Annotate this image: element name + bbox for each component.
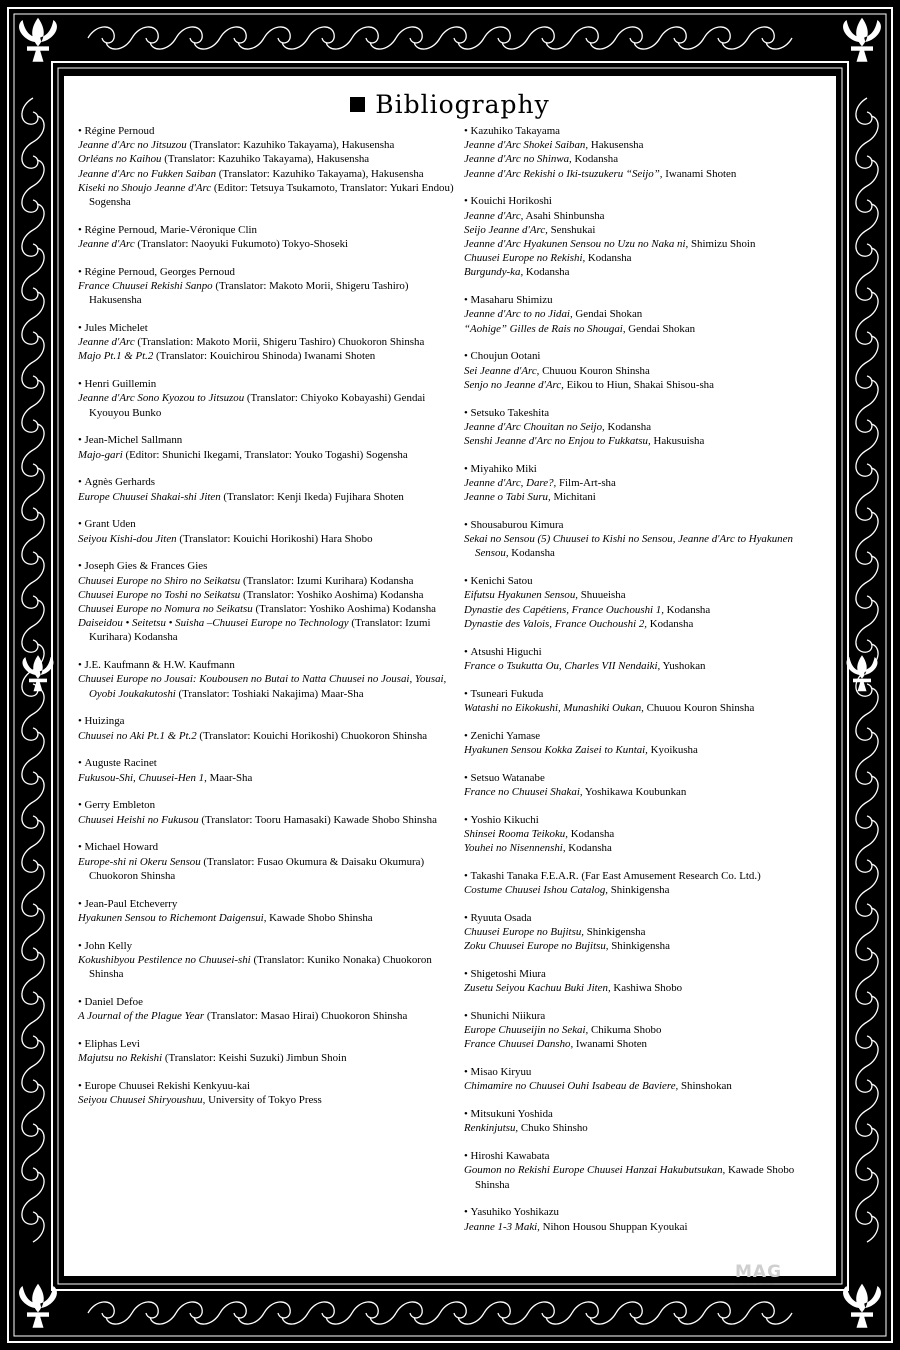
book-details: (Translator: Keishi Suzuki) Jimbun Shoin <box>162 1052 347 1065</box>
book-title: Jeanne d'Arc no Fukken Saiban <box>78 167 217 180</box>
book-details: Iwanami Shoten <box>662 167 737 180</box>
book-reference <box>464 841 824 855</box>
author-name: • Grant Uden <box>78 517 454 531</box>
author-name: • Yoshio Kikuchi <box>464 813 824 827</box>
book-title: Seiyou Chuusei Shiryoushuu, <box>78 1094 206 1107</box>
author-name: • Shousaburou Kimura <box>464 518 824 532</box>
book-reference <box>464 420 824 434</box>
book-title: Majo Pt.1 & Pt.2 <box>78 350 154 363</box>
author-name: • Michael Howard <box>78 840 454 854</box>
bibliography-entry <box>464 462 824 505</box>
book-reference <box>78 532 454 546</box>
book-details: Michitani <box>550 491 596 504</box>
book-details: Kodansha <box>565 842 612 855</box>
author-name: • Daniel Defoe <box>78 995 454 1009</box>
book-details: Gendai Shokan <box>625 322 696 335</box>
book-reference <box>78 574 454 588</box>
book-reference <box>78 279 454 307</box>
book-reference <box>464 701 824 715</box>
book-title: Seijo Jeanne d'Arc, <box>464 223 548 236</box>
book-details: (Translator: Masao Hirai) Chuokoron Shinsha <box>204 1010 408 1023</box>
book-title: Sei Jeanne d'Arc, <box>464 364 540 377</box>
bibliography-entry <box>464 1205 824 1233</box>
book-title: Fukusou-Shi, Chuusei-Hen 1 <box>78 771 205 784</box>
book-details: Kodansha <box>663 603 711 616</box>
book-title: Europe Chuusei Shakai-shi Jiten <box>78 490 221 503</box>
author-name: • Régine Pernoud <box>78 124 454 138</box>
book-title: Chuusei Europe no Jousai: Koubousen no Butai to Natta Chuusei no Jousai, Yousai, Oyobi Joukakutoshi <box>78 673 447 700</box>
bibliography-entry <box>464 1107 824 1135</box>
author-name: • Tsuneari Fukuda <box>464 687 824 701</box>
bibliography-entry <box>78 658 454 701</box>
bibliography-entry <box>464 645 824 673</box>
book-details: Kodansha <box>567 827 615 840</box>
bibliography-entry <box>78 223 454 251</box>
book-details: Gendai Shokan <box>572 308 643 321</box>
book-details: Kodansha <box>647 617 694 630</box>
book-reference <box>78 729 454 743</box>
book-details: (Translator: Izumi Kurihara) Kodansha <box>240 574 414 587</box>
bibliography-entry <box>464 1009 824 1052</box>
bibliography-entry <box>78 321 454 364</box>
author-name: • Jean-Paul Etcheverry <box>78 897 454 911</box>
author-name: • Eliphas Levi <box>78 1037 454 1051</box>
book-title: Kiseki no Shoujo Jeanne d'Arc <box>78 181 212 194</box>
bibliography-entry <box>78 995 454 1023</box>
book-reference <box>78 181 454 209</box>
book-title: Jeanne d'Arc Hyakunen Sensou no Uzu no Naka ni, <box>464 238 689 251</box>
author-name: • Gerry Embleton <box>78 798 454 812</box>
author-name: • Auguste Racinet <box>78 756 454 770</box>
book-details: (Translator: Yoshiko Aoshima) Kodansha <box>240 588 424 601</box>
author-name: • Masaharu Shimizu <box>464 293 824 307</box>
book-reference <box>78 490 454 504</box>
bibliography-page <box>64 76 836 1276</box>
bibliography-entry <box>78 840 454 883</box>
book-title: Sekai no Sensou (5) Chuusei to Kishi no Sensou, Jeanne d'Arc to Hyakunen Sensou, <box>464 533 793 560</box>
book-details: Chuuou Kouron Shinsha <box>539 364 650 377</box>
book-title: Goumon no Rekishi Europe Chuusei Hanzai Hakubutsukan, <box>464 1164 726 1177</box>
book-title: Eifutsu Hyakunen Sensou, <box>464 589 579 602</box>
book-title: Jeanne o Tabi Suru, <box>464 491 551 504</box>
bibliography-entry <box>78 517 454 545</box>
book-details: Chuuou Kouron Shinsha <box>643 701 755 714</box>
author-name: • Kouichi Horikoshi <box>464 194 824 208</box>
book-title: Europe-shi ni Okeru Sensou <box>78 855 201 868</box>
book-title: Dynastie des Valois, France Ouchoushi 2, <box>464 617 647 630</box>
book-details: (Translator: Izumi Kurihara) Kodansha <box>89 617 431 644</box>
book-reference <box>464 322 824 336</box>
book-reference <box>78 771 454 785</box>
book-reference <box>464 167 824 181</box>
bibliography-entry <box>464 771 824 799</box>
author-name: • Atsushi Higuchi <box>464 645 824 659</box>
book-details: Senshukai <box>547 223 596 236</box>
author-name: • John Kelly <box>78 939 454 953</box>
bibliography-entry <box>464 813 824 856</box>
author-name: • Takashi Tanaka F.E.A.R. (Far East Amusement Research Co. Ltd.) <box>464 869 824 883</box>
book-reference <box>464 785 824 799</box>
book-reference <box>464 1079 824 1093</box>
author-name: • Ryuuta Osada <box>464 911 824 925</box>
author-name: • Choujun Ootani <box>464 349 824 363</box>
author-name: • Hiroshi Kawabata <box>464 1149 824 1163</box>
title-square-icon <box>350 97 365 112</box>
author-name: • Jean-Michel Sallmann <box>78 433 454 447</box>
book-details: Chikuma Shobo <box>588 1024 662 1037</box>
author-name: • Europe Chuusei Rekishi Kenkyuu-kai <box>78 1079 454 1093</box>
book-reference <box>78 448 454 462</box>
author-name: • Kenichi Satou <box>464 574 824 588</box>
book-details: (Translator: Kuniko Nonaka) Chuokoron Shinsha <box>89 953 432 981</box>
book-title: “Aohige” Gilles de Rais no Shougai, <box>464 322 626 335</box>
author-name: • J.E. Kaufmann & H.W. Kaufmann <box>78 658 454 672</box>
author-name: • Shunichi Niikura <box>464 1009 824 1023</box>
bibliography-entry <box>464 729 824 757</box>
bibliography-entry <box>464 194 824 279</box>
book-reference <box>464 223 824 237</box>
book-reference <box>464 743 824 757</box>
bibliography-entry <box>78 475 454 503</box>
book-reference <box>464 378 824 392</box>
book-details: Kodansha <box>604 420 652 433</box>
book-reference <box>78 855 454 883</box>
book-reference <box>78 1051 454 1065</box>
bibliography-entry <box>464 574 824 631</box>
book-title: France Chuusei Dansho, <box>464 1038 574 1051</box>
book-title: Zoku Chuusei Europe no Bujitsu, <box>464 940 609 953</box>
book-title: Renkinjutsu, <box>464 1122 519 1135</box>
book-title: Chuusei Heishi no Fukusou <box>78 813 199 826</box>
book-title: A Journal of the Plague Year <box>78 1010 205 1023</box>
book-details: (Translator: Fusao Okumura & Daisaku Okumura) Chuokoron Shinsha <box>89 855 425 882</box>
book-details: Nihon Housou Shuppan Kyoukai <box>539 1220 688 1233</box>
book-details: Kashiwa Shobo <box>610 982 683 995</box>
bibliography-entry <box>464 967 824 995</box>
book-reference <box>78 672 454 700</box>
book-details: Shuueisha <box>578 589 626 602</box>
book-reference <box>464 152 824 166</box>
bibliography-entry <box>464 349 824 392</box>
book-reference <box>464 138 824 152</box>
book-reference <box>78 349 454 363</box>
book-title: Zusetu Seiyou Kachuu Buki Jiten, <box>464 982 611 995</box>
book-title: Chuusei Europe no Shiro no Seikatsu <box>78 574 241 587</box>
book-title: Senshi Jeanne d'Arc no Enjou to Fukkatsu, <box>464 435 651 448</box>
book-reference <box>78 167 454 181</box>
book-details: Yoshikawa Koubunkan <box>582 785 687 798</box>
book-reference <box>464 939 824 953</box>
author-name: • Miyahiko Miki <box>464 462 824 476</box>
book-details: (Translator: Kenji Ikeda) Fujihara Shoten <box>220 490 404 503</box>
book-reference <box>464 209 824 223</box>
bibliography-entry <box>78 265 454 308</box>
book-details: (Translator: Kouichi Horikoshi) Hara Shobo <box>176 532 373 545</box>
book-reference <box>78 1009 454 1023</box>
book-details: Shinkigensha <box>584 926 646 939</box>
book-details: (Translation: Makoto Morii, Shigeru Tashiro) Chuokoron Shinsha <box>134 336 425 349</box>
bibliography-entry <box>78 798 454 826</box>
book-details: (Translator: Makoto Morii, Shigeru Tashiro) Hakusensha <box>89 280 409 307</box>
book-details: Eikou to Hiun, Shakai Shisou-sha <box>563 378 714 391</box>
book-reference <box>78 152 454 166</box>
book-title: Dynastie des Capétiens, France Ouchoushi 1, <box>464 603 664 616</box>
book-details: (Editor: Shunichi Ikegami, Translator: Youko Togashi) Sogensha <box>122 448 408 461</box>
book-reference <box>464 1037 824 1051</box>
book-details: Yushokan <box>660 659 706 672</box>
book-details: Film-Art-sha <box>556 477 616 490</box>
book-title: Majo-gari <box>78 448 123 461</box>
book-details: (Translator: Kazuhiko Takayama), Hakusensha <box>186 139 395 152</box>
bibliography-entry <box>464 293 824 336</box>
bibliography-entry <box>464 406 824 449</box>
book-title: Jeanne d'Arc no Jitsuzou <box>78 139 187 152</box>
book-reference <box>78 1093 454 1107</box>
bibliography-entry <box>464 869 824 897</box>
bibliography-entry <box>78 939 454 982</box>
book-reference <box>78 602 454 616</box>
book-details: Kodansha <box>585 252 632 265</box>
book-details: (Translator: Kazuhiko Takayama), Hakusensha <box>216 167 424 180</box>
book-title: Chimamire no Chuusei Ouhi Isabeau de Baviere, <box>464 1080 679 1093</box>
book-reference <box>464 1121 824 1135</box>
book-details: (Translator: Naoyuki Fukumoto) Tokyo-Shoseki <box>134 238 349 251</box>
book-title: Seiyou Kishi-dou Jiten <box>78 532 177 545</box>
bibliography-entry <box>78 433 454 461</box>
book-title: Chuusei Europe no Rekishi, <box>464 252 586 265</box>
book-reference <box>464 981 824 995</box>
book-reference <box>464 603 824 617</box>
bibliography-column-left <box>78 124 454 1121</box>
book-details: Hakusuisha <box>650 435 705 448</box>
book-title: Jeanne 1-3 Maki, <box>464 1220 540 1233</box>
book-details: Iwanami Shoten <box>573 1038 648 1051</box>
book-reference <box>464 251 824 265</box>
book-details: (Editor: Tetsuya Tsukamoto, Translator: Yukari Endou) Sogensha <box>89 181 454 209</box>
author-name: • Régine Pernoud, Marie-Véronique Clin <box>78 223 454 237</box>
book-reference <box>78 138 454 152</box>
book-details: Kodansha <box>523 266 570 279</box>
book-details: (Translator: Toshiaki Nakajima) Maar-Sha <box>175 687 364 700</box>
book-title: Chuusei Europe no Bujitsu, <box>464 926 584 939</box>
book-reference <box>464 434 824 448</box>
book-reference <box>464 827 824 841</box>
book-title: France Chuusei Rekishi Sanpo <box>78 280 213 293</box>
bibliography-entry <box>464 1149 824 1192</box>
book-title: Daiseidou • Seitetsu • Suisha –Chuusei Europe no Technology <box>78 617 349 630</box>
book-details: Chuko Shinsho <box>518 1122 588 1135</box>
bibliography-entry <box>78 897 454 925</box>
book-title: Jeanne d'Arc Shokei Saiban, <box>464 139 589 152</box>
book-title: Chuusei Europe no Nomura no Seikatsu <box>78 603 253 616</box>
book-title: Jeanne d'Arc to no Jidai, <box>464 308 573 321</box>
author-name: • Joseph Gies & Frances Gies <box>78 559 454 573</box>
book-title: Chuusei Europe no Toshi no Seikatsu <box>78 588 241 601</box>
book-title: Hyakunen Sensou Kokka Zaisei to Kuntai, <box>464 743 648 756</box>
book-reference <box>78 391 454 419</box>
book-details: Shinkigensha <box>608 884 670 897</box>
author-name: • Huizinga <box>78 714 454 728</box>
book-details: Asahi Shinbunsha <box>523 209 605 222</box>
book-reference <box>464 883 824 897</box>
author-name: • Régine Pernoud, Georges Pernoud <box>78 265 454 279</box>
book-reference <box>78 588 454 602</box>
book-reference <box>78 335 454 349</box>
book-title: Jeanne d'Arc, <box>464 209 524 222</box>
book-details: University of Tokyo Press <box>205 1094 322 1107</box>
bibliography-entry <box>78 714 454 742</box>
bibliography-entry <box>464 124 824 181</box>
book-reference <box>78 237 454 251</box>
book-reference <box>464 265 824 279</box>
bibliography-entry <box>78 377 454 420</box>
bibliography-entry <box>464 911 824 954</box>
book-reference <box>464 237 824 251</box>
book-details: (Translator: Yoshiko Aoshima) Kodansha <box>252 603 436 616</box>
book-reference <box>464 1220 824 1234</box>
book-title: Jeanne d'Arc, Dare?, <box>464 477 557 490</box>
book-title: Costume Chuusei Ishou Catalog, <box>464 884 609 897</box>
book-reference <box>78 813 454 827</box>
author-name: • Kazuhiko Takayama <box>464 124 824 138</box>
book-details: (Translator: Kouichi Horikoshi) Chuokoron Shinsha <box>196 729 428 742</box>
book-title: Jeanne d'Arc <box>78 336 135 349</box>
book-title: Orléans no Kaihou <box>78 153 162 166</box>
bibliography-entry <box>78 756 454 784</box>
book-details: Shimizu Shoin <box>688 238 756 251</box>
book-reference <box>464 490 824 504</box>
bibliography-entry <box>464 518 824 561</box>
bibliography-entry <box>464 687 824 715</box>
book-reference <box>464 1023 824 1037</box>
book-details: Kodansha <box>571 153 619 166</box>
bibliography-column-right <box>464 124 824 1247</box>
watermark-logo: MAG ────── <box>735 1262 783 1289</box>
book-title: Jeanne d'Arc Rekishi o Iki-tsuzukeru “Seijo”, <box>464 167 663 180</box>
book-title: Europe Chuuseijin no Sekai, <box>464 1024 589 1037</box>
book-title: France no Chuusei Shakai, <box>464 785 583 798</box>
bibliography-entry <box>464 1065 824 1093</box>
book-details: (Translator: Tooru Hamasaki) Kawade Shobo Shinsha <box>198 813 437 826</box>
book-title: Shinsei Rooma Teikoku, <box>464 827 568 840</box>
author-name: • Setsuko Takeshita <box>464 406 824 420</box>
page-title: Bibliography <box>64 90 836 119</box>
book-title: Hyakunen Sensou to Richemont Daigensui <box>78 911 264 924</box>
author-name: • Jules Michelet <box>78 321 454 335</box>
author-name: • Misao Kiryuu <box>464 1065 824 1079</box>
book-title: Burgundy-ka, <box>464 266 524 279</box>
bibliography-entry <box>78 1079 454 1107</box>
bibliography-entry <box>78 1037 454 1065</box>
book-title: Watashi no Eikokushi, Munashiki Oukan, <box>464 701 644 714</box>
book-details: Kyoikusha <box>647 743 698 756</box>
book-details: Hakusensha <box>588 139 644 152</box>
book-reference <box>464 364 824 378</box>
book-reference <box>464 1163 824 1191</box>
book-details: Kodansha <box>508 547 555 560</box>
book-details: Shinshokan <box>678 1080 732 1093</box>
book-details: , Maar-Sha <box>204 771 253 784</box>
book-details: , Kawade Shobo Shinsha <box>263 911 373 924</box>
author-name: • Yasuhiko Yoshikazu <box>464 1205 824 1219</box>
author-name: • Henri Guillemin <box>78 377 454 391</box>
book-reference <box>464 532 824 560</box>
book-title: Jeanne d'Arc Sono Kyozou to Jitsuzou <box>78 392 245 405</box>
book-details: Kawade Shobo Shinsha <box>475 1164 795 1191</box>
book-reference <box>78 616 454 644</box>
book-reference <box>464 617 824 631</box>
book-reference <box>464 307 824 321</box>
author-name: • Setsuo Watanabe <box>464 771 824 785</box>
author-name: • Shigetoshi Miura <box>464 967 824 981</box>
book-reference <box>78 911 454 925</box>
book-title: Majutsu no Rekishi <box>78 1052 163 1065</box>
book-details: (Translator: Chiyoko Kobayashi) Gendai Kyouyou Bunko <box>89 392 426 419</box>
book-title: Jeanne d'Arc no Shinwa, <box>464 153 572 166</box>
book-title: Jeanne d'Arc <box>78 238 135 251</box>
book-reference <box>464 476 824 490</box>
book-reference <box>464 588 824 602</box>
book-title: Jeanne d'Arc Chouitan no Seijo, <box>464 420 605 433</box>
author-name: • Agnès Gerhards <box>78 475 454 489</box>
bibliography-entry <box>78 559 454 644</box>
book-title: Kokushibyou Pestilence no Chuusei-shi <box>78 953 251 966</box>
book-reference <box>464 925 824 939</box>
book-reference <box>78 953 454 981</box>
book-title: Youhei no Nisennenshi, <box>464 842 566 855</box>
book-title: Senjo no Jeanne d'Arc, <box>464 378 564 391</box>
book-details: (Translator: Kazuhiko Takayama), Hakusensha <box>161 153 370 166</box>
book-details: (Translator: Kouichirou Shinoda) Iwanami Shoten <box>153 350 376 363</box>
author-name: • Zenichi Yamase <box>464 729 824 743</box>
author-name: • Mitsukuni Yoshida <box>464 1107 824 1121</box>
book-title: Chuusei no Aki Pt.1 & Pt.2 <box>78 729 197 742</box>
book-reference <box>464 659 824 673</box>
book-details: Shinkigensha <box>608 940 670 953</box>
book-title: France o Tsukutta Ou, Charles VII Nendaiki, <box>464 659 661 672</box>
bibliography-entry <box>78 124 454 209</box>
